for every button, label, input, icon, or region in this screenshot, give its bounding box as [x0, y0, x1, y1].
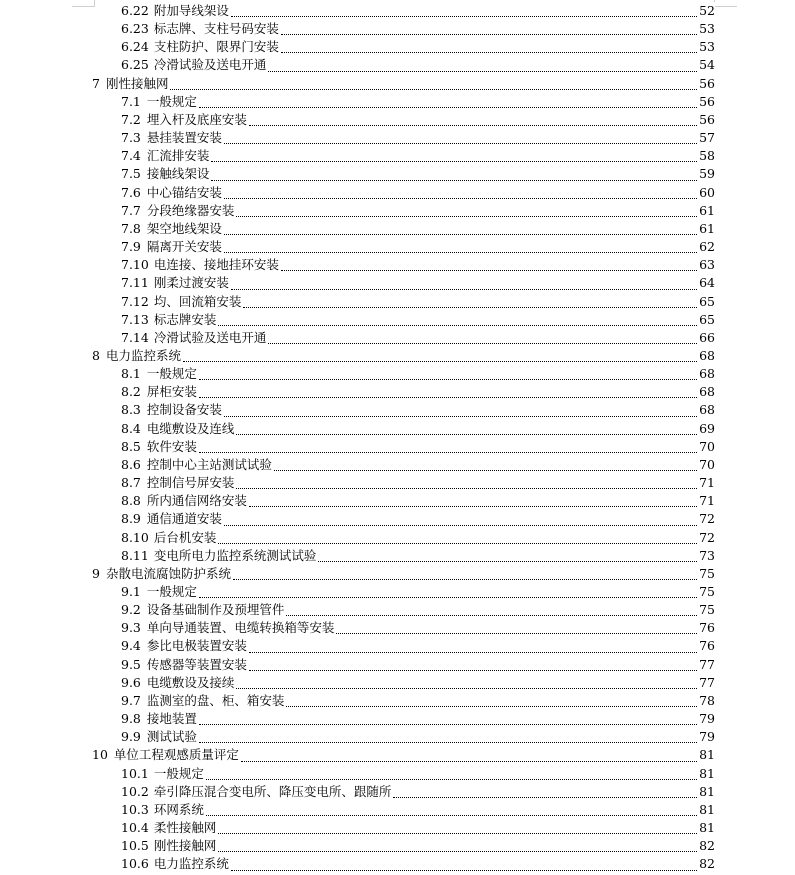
toc-entry-line — [121, 492, 715, 510]
toc-entry-number: 7.13 — [121, 311, 149, 327]
toc-section-entry[interactable] — [0, 765, 795, 783]
toc-section-entry[interactable] — [0, 710, 795, 728]
toc-dot-leader — [249, 124, 697, 126]
toc-dot-leader — [199, 723, 697, 725]
toc-entry-title: 控制中心主站测试试验 — [141, 456, 273, 474]
toc-page-number: 76 — [699, 637, 715, 655]
toc-section-entry[interactable] — [0, 165, 795, 183]
toc-dot-leader — [199, 106, 697, 108]
toc-dot-leader — [218, 324, 697, 326]
toc-entry-title: 传感器等装置安装 — [141, 656, 248, 674]
toc-page-number: 78 — [699, 692, 715, 710]
toc-entry-line — [121, 801, 715, 819]
toc-entry-number: 10.5 — [121, 838, 149, 854]
toc-section-entry[interactable] — [0, 256, 795, 274]
toc-page-number: 56 — [699, 75, 715, 93]
toc-entry-line — [121, 456, 715, 474]
toc-entry-title: 隔离开关安装 — [141, 238, 223, 256]
toc-entry-title: 附加导线架设 — [149, 2, 230, 20]
toc-entry-number: 10.6 — [121, 856, 149, 872]
toc-page-number: 75 — [699, 565, 715, 583]
toc-dot-leader — [268, 342, 697, 344]
toc-entry-number: 8.9 — [121, 511, 141, 527]
toc-entry-title: 一般规定 — [149, 765, 205, 783]
toc-page-number: 81 — [699, 765, 715, 783]
toc-entry-line — [121, 783, 715, 801]
toc-section-entry[interactable] — [0, 583, 795, 601]
toc-dot-leader — [199, 396, 697, 398]
toc-entry-number: 10.3 — [121, 801, 149, 817]
toc-entry-title: 刚性接触网 — [100, 75, 170, 93]
toc-dot-leader — [199, 741, 697, 743]
toc-section-entry[interactable] — [0, 637, 795, 655]
toc-section-entry[interactable] — [0, 674, 795, 692]
toc-entry-number: 9.2 — [121, 602, 141, 618]
toc-entry-title: 一般规定 — [141, 583, 198, 601]
toc-dot-leader — [249, 669, 697, 671]
toc-entry-line — [121, 692, 715, 710]
toc-entry-line — [92, 75, 715, 93]
toc-entry-number: 7.7 — [121, 202, 141, 218]
toc-page-number: 79 — [699, 710, 715, 728]
toc-section-entry[interactable] — [0, 293, 795, 311]
toc-entry-line — [92, 746, 715, 764]
toc-page-number: 72 — [699, 510, 715, 528]
toc-entry-line — [121, 238, 715, 256]
toc-entry-line — [121, 20, 715, 38]
toc-dot-leader — [199, 596, 697, 598]
toc-dot-leader — [281, 269, 697, 271]
toc-entry-line — [121, 220, 715, 238]
toc-page-number: 59 — [699, 165, 715, 183]
toc-page-number: 77 — [699, 674, 715, 692]
toc-entry-line — [121, 93, 715, 111]
toc-entry-number: 8.7 — [121, 475, 141, 491]
toc-entry-number: 9.7 — [121, 692, 141, 708]
toc-entry-title: 一般规定 — [141, 93, 198, 111]
toc-entry-number: 9.3 — [121, 620, 141, 636]
toc-section-entry[interactable] — [0, 819, 795, 837]
toc-entry-title: 电力监控系统 — [100, 347, 182, 365]
toc-entry-number: 6.24 — [121, 39, 149, 55]
toc-entry-line — [121, 165, 715, 183]
toc-entry-title: 架空地线架设 — [141, 220, 223, 238]
toc-section-entry[interactable] — [0, 329, 795, 347]
toc-section-entry[interactable] — [0, 474, 795, 492]
toc-section-entry[interactable] — [0, 601, 795, 619]
toc-entry-line — [121, 311, 715, 329]
toc-section-entry[interactable] — [0, 147, 795, 165]
toc-entry-number: 9.1 — [121, 584, 141, 599]
toc-entry-number: 7.8 — [121, 220, 141, 236]
toc-entry-title: 刚性接触网 — [149, 837, 218, 855]
toc-dot-leader — [249, 505, 697, 507]
toc-entry-number: 10 — [92, 747, 108, 763]
toc-entry-line — [121, 401, 715, 419]
toc-page-number: 68 — [699, 401, 715, 419]
toc-page-number: 58 — [699, 147, 715, 165]
toc-entry-title: 所内通信网络安装 — [141, 492, 248, 510]
toc-entry-number: 7.5 — [121, 166, 141, 182]
toc-page-number: 72 — [699, 529, 715, 547]
toc-entry-number: 10.4 — [121, 820, 149, 836]
toc-entry-number: 8.3 — [121, 402, 141, 418]
toc-page-number: 54 — [699, 56, 715, 74]
toc-page-number: 79 — [699, 728, 715, 746]
toc-entry-title: 接触线架设 — [141, 165, 211, 183]
toc-entry-line — [121, 256, 715, 274]
toc-entry-title: 刚柔过渡安装 — [149, 274, 230, 292]
toc-dot-leader — [224, 142, 697, 144]
toc-entry-line — [121, 438, 715, 456]
toc-entry-title: 支柱防护、限界门安装 — [149, 38, 280, 56]
toc-dot-leader — [206, 814, 697, 816]
toc-entry-line — [121, 819, 715, 837]
toc-entry-title: 均、回流箱安装 — [149, 293, 243, 311]
toc-page-number: 77 — [699, 656, 715, 674]
toc-entry-line — [121, 365, 715, 383]
toc-dot-leader — [218, 542, 697, 544]
toc-section-entry[interactable] — [0, 93, 795, 111]
toc-section-entry[interactable] — [0, 420, 795, 438]
toc-page-number: 52 — [699, 2, 715, 20]
toc-page-number: 70 — [699, 456, 715, 474]
toc-page-number: 53 — [699, 20, 715, 38]
toc-entry-line — [121, 184, 715, 202]
toc-section-entry[interactable] — [0, 202, 795, 220]
toc-entry-line — [121, 111, 715, 129]
toc-section-entry[interactable] — [0, 129, 795, 147]
toc-entry-number: 8.10 — [121, 529, 149, 545]
toc-section-entry[interactable] — [0, 529, 795, 547]
toc-entry-title: 标志牌安装 — [149, 311, 218, 329]
toc-page-number: 60 — [699, 184, 715, 202]
toc-section-entry[interactable] — [0, 311, 795, 329]
toc-dot-leader — [336, 632, 697, 634]
toc-entry-line — [121, 529, 715, 547]
toc-dot-leader — [274, 469, 697, 471]
toc-entry-number: 9.9 — [121, 729, 141, 745]
toc-section-entry[interactable] — [0, 238, 795, 256]
toc-page-number: 68 — [699, 347, 715, 365]
toc-entry-line — [121, 293, 715, 311]
toc-section-entry[interactable] — [0, 383, 795, 401]
toc-page-number: 75 — [699, 601, 715, 619]
toc-entry-title: 标志牌、支柱号码安装 — [149, 20, 280, 38]
toc-page-number: 81 — [699, 801, 715, 819]
toc-page-number: 64 — [699, 274, 715, 292]
toc-entry-title: 电连接、接地挂环安装 — [149, 256, 280, 274]
toc-entry-title: 电缆敷设及接续 — [141, 674, 236, 692]
toc-section-entry[interactable] — [0, 184, 795, 202]
toc-entry-title: 通信通道安装 — [141, 510, 223, 528]
toc-chapter-entry[interactable] — [0, 75, 795, 93]
toc-entry-number: 9 — [92, 565, 100, 581]
toc-entry-title: 屏柜安装 — [141, 383, 198, 401]
toc-dot-leader — [233, 578, 697, 580]
toc-dot-leader — [231, 869, 697, 871]
toc-entry-number: 7.12 — [121, 293, 149, 309]
toc-entry-line — [92, 565, 715, 583]
toc-page-number: 68 — [699, 383, 715, 401]
toc-section-entry[interactable] — [0, 220, 795, 238]
toc-entry-line — [121, 674, 715, 692]
toc-entry-line — [121, 474, 715, 492]
toc-dot-leader — [199, 378, 697, 380]
toc-entry-line — [121, 420, 715, 438]
toc-section-entry[interactable] — [0, 656, 795, 674]
toc-page-number: 68 — [699, 365, 715, 383]
toc-section-entry[interactable] — [0, 456, 795, 474]
toc-entry-number: 10.1 — [121, 765, 149, 781]
toc-entry-number: 7.11 — [121, 275, 149, 291]
toc-page-number: 65 — [699, 293, 715, 311]
toc-dot-leader — [199, 451, 697, 453]
toc-entry-line — [121, 147, 715, 165]
toc-page-number: 66 — [699, 329, 715, 347]
toc-dot-leader — [183, 360, 697, 362]
toc-section-entry[interactable] — [0, 56, 795, 74]
toc-entry-line — [121, 329, 715, 347]
toc-dot-leader — [224, 233, 697, 235]
toc-entry-number: 7.14 — [121, 329, 149, 345]
toc-entry-number: 7.2 — [121, 111, 141, 127]
toc-section-entry[interactable] — [0, 783, 795, 801]
toc-entry-line — [121, 855, 715, 873]
toc-entry-title: 冷滑试验及送电开通 — [149, 329, 268, 347]
toc-entry-title: 控制设备安装 — [141, 401, 223, 419]
toc-section-entry[interactable] — [0, 38, 795, 56]
toc-entry-number: 8.11 — [121, 547, 149, 563]
toc-entry-number: 8.1 — [121, 366, 141, 382]
toc-dot-leader — [218, 832, 697, 834]
toc-entry-line — [121, 510, 715, 528]
toc-entry-number: 8.8 — [121, 493, 141, 509]
toc-page-number: 81 — [699, 746, 715, 764]
toc-dot-leader — [224, 197, 697, 199]
toc-page-number: 73 — [699, 547, 715, 565]
toc-page-number: 56 — [699, 93, 715, 111]
toc-entry-number: 6.25 — [121, 57, 149, 73]
toc-entry-number: 7.9 — [121, 239, 141, 255]
toc-chapter-entry[interactable] — [0, 347, 795, 365]
toc-dot-leader — [268, 70, 697, 72]
toc-dot-leader — [231, 15, 697, 17]
toc-entry-line — [121, 837, 715, 855]
toc-entry-title: 冷滑试验及送电开通 — [149, 56, 268, 74]
toc-entry-number: 7.4 — [121, 148, 141, 164]
table-of-contents — [0, 2, 795, 874]
toc-page-number: 81 — [699, 819, 715, 837]
toc-entry-title: 环网系统 — [149, 801, 205, 819]
toc-dot-leader — [393, 796, 697, 798]
toc-dot-leader — [206, 778, 697, 780]
toc-entry-title: 中心锚结安装 — [141, 184, 223, 202]
toc-section-entry[interactable] — [0, 492, 795, 510]
toc-section-entry[interactable] — [0, 274, 795, 292]
toc-entry-line — [121, 274, 715, 292]
toc-entry-title: 设备基础制作及预埋管件 — [141, 601, 286, 619]
toc-entry-title: 接地装置 — [141, 710, 198, 728]
toc-dot-leader — [211, 179, 697, 181]
toc-entry-number: 9.8 — [121, 711, 141, 727]
toc-section-entry[interactable] — [0, 510, 795, 528]
toc-dot-leader — [231, 288, 697, 290]
toc-page-number: 69 — [699, 420, 715, 438]
toc-page-number: 81 — [699, 783, 715, 801]
toc-entry-number: 7.1 — [121, 93, 141, 109]
toc-chapter-entry[interactable] — [0, 746, 795, 764]
toc-entry-line — [121, 383, 715, 401]
toc-section-entry[interactable] — [0, 365, 795, 383]
toc-entry-title: 埋入杆及底座安装 — [141, 111, 248, 129]
toc-entry-number: 6.22 — [121, 3, 149, 18]
toc-section-entry[interactable] — [0, 2, 795, 20]
toc-dot-leader — [236, 215, 697, 217]
toc-page-number: 53 — [699, 38, 715, 56]
toc-page-number: 82 — [699, 837, 715, 855]
toc-dot-leader — [249, 651, 697, 653]
toc-entry-title: 监测室的盘、柜、箱安装 — [141, 692, 286, 710]
toc-page-number: 71 — [699, 474, 715, 492]
toc-entry-title: 变电所电力监控系统测试试验 — [149, 547, 318, 565]
toc-entry-title: 单向导通装置、电缆转换箱等安装 — [141, 619, 336, 637]
toc-entry-number: 6.23 — [121, 21, 149, 37]
toc-entry-number: 8 — [92, 347, 100, 363]
toc-entry-title: 电力监控系统 — [149, 855, 230, 873]
toc-entry-number: 7.10 — [121, 257, 149, 273]
toc-entry-number: 9.4 — [121, 638, 141, 654]
toc-entry-line — [121, 728, 715, 746]
toc-entry-title: 分段绝缘器安装 — [141, 202, 236, 220]
toc-entry-number: 7 — [92, 75, 100, 91]
toc-entry-number: 9.6 — [121, 674, 141, 690]
toc-dot-leader — [281, 51, 697, 53]
toc-entry-number: 8.2 — [121, 384, 141, 400]
toc-dot-leader — [243, 306, 697, 308]
toc-entry-line — [121, 202, 715, 220]
toc-entry-title: 柔性接触网 — [149, 819, 218, 837]
toc-entry-number: 8.5 — [121, 438, 141, 454]
toc-dot-leader — [241, 760, 697, 762]
toc-section-entry[interactable] — [0, 855, 795, 873]
toc-entry-number: 10.2 — [121, 783, 149, 799]
toc-entry-line — [121, 710, 715, 728]
toc-entry-line — [92, 347, 715, 365]
toc-entry-title: 牵引降压混合变电所、降压变电所、跟随所 — [149, 783, 393, 801]
toc-entry-number: 7.6 — [121, 184, 141, 200]
toc-entry-title: 软件安装 — [141, 438, 198, 456]
toc-entry-number: 8.6 — [121, 456, 141, 472]
toc-entry-title: 一般规定 — [141, 365, 198, 383]
toc-dot-leader — [286, 614, 697, 616]
toc-dot-leader — [281, 33, 697, 35]
toc-section-entry[interactable] — [0, 438, 795, 456]
toc-dot-leader — [236, 687, 697, 689]
toc-page-number: 62 — [699, 238, 715, 256]
toc-page-number: 71 — [699, 492, 715, 510]
toc-entry-title: 测试试验 — [141, 728, 198, 746]
toc-entry-title: 杂散电流腐蚀防护系统 — [100, 565, 232, 583]
toc-entry-number: 8.4 — [121, 420, 141, 436]
toc-entry-title: 悬挂装置安装 — [141, 129, 223, 147]
toc-page-number: 75 — [699, 583, 715, 601]
toc-dot-leader — [224, 524, 697, 526]
toc-section-entry[interactable] — [0, 111, 795, 129]
toc-entry-line — [121, 2, 715, 20]
toc-entry-line — [121, 619, 715, 637]
toc-entry-number: 7.3 — [121, 130, 141, 146]
toc-entry-line — [121, 547, 715, 565]
toc-entry-line — [121, 38, 715, 56]
toc-entry-line — [121, 583, 715, 601]
toc-entry-title: 控制信号屏安装 — [141, 474, 236, 492]
toc-entry-line — [121, 765, 715, 783]
toc-page-number: 57 — [699, 129, 715, 147]
toc-dot-leader — [224, 415, 697, 417]
toc-entry-title: 参比电极装置安装 — [141, 637, 248, 655]
toc-section-entry[interactable] — [0, 728, 795, 746]
toc-dot-leader — [236, 487, 697, 489]
toc-entry-title: 汇流排安装 — [141, 147, 211, 165]
toc-page-number: 76 — [699, 619, 715, 637]
toc-dot-leader — [211, 160, 697, 162]
toc-entry-line — [121, 129, 715, 147]
toc-entry-line — [121, 637, 715, 655]
toc-section-entry[interactable] — [0, 547, 795, 565]
toc-dot-leader — [224, 251, 697, 253]
toc-entry-number: 9.5 — [121, 656, 141, 672]
toc-section-entry[interactable] — [0, 692, 795, 710]
toc-section-entry[interactable] — [0, 837, 795, 855]
toc-section-entry[interactable] — [0, 801, 795, 819]
toc-page-number: 61 — [699, 220, 715, 238]
toc-page-number: 63 — [699, 256, 715, 274]
toc-section-entry[interactable] — [0, 619, 795, 637]
toc-dot-leader — [218, 850, 697, 852]
toc-page-number: 61 — [699, 202, 715, 220]
toc-dot-leader — [236, 433, 697, 435]
toc-dot-leader — [170, 88, 697, 90]
toc-entry-title: 后台机安装 — [149, 529, 218, 547]
toc-entry-line — [121, 656, 715, 674]
toc-page-number: 82 — [699, 855, 715, 873]
toc-entry-title: 单位工程观感质量评定 — [108, 746, 240, 764]
toc-section-entry[interactable] — [0, 401, 795, 419]
toc-section-entry[interactable] — [0, 20, 795, 38]
toc-page-number: 56 — [699, 111, 715, 129]
toc-entry-title: 电缆敷设及连线 — [141, 420, 236, 438]
toc-page-number: 70 — [699, 438, 715, 456]
toc-page-number: 65 — [699, 311, 715, 329]
toc-entry-line — [121, 56, 715, 74]
toc-entry-line — [121, 601, 715, 619]
toc-dot-leader — [318, 560, 697, 562]
toc-chapter-entry[interactable] — [0, 565, 795, 583]
toc-dot-leader — [286, 705, 697, 707]
